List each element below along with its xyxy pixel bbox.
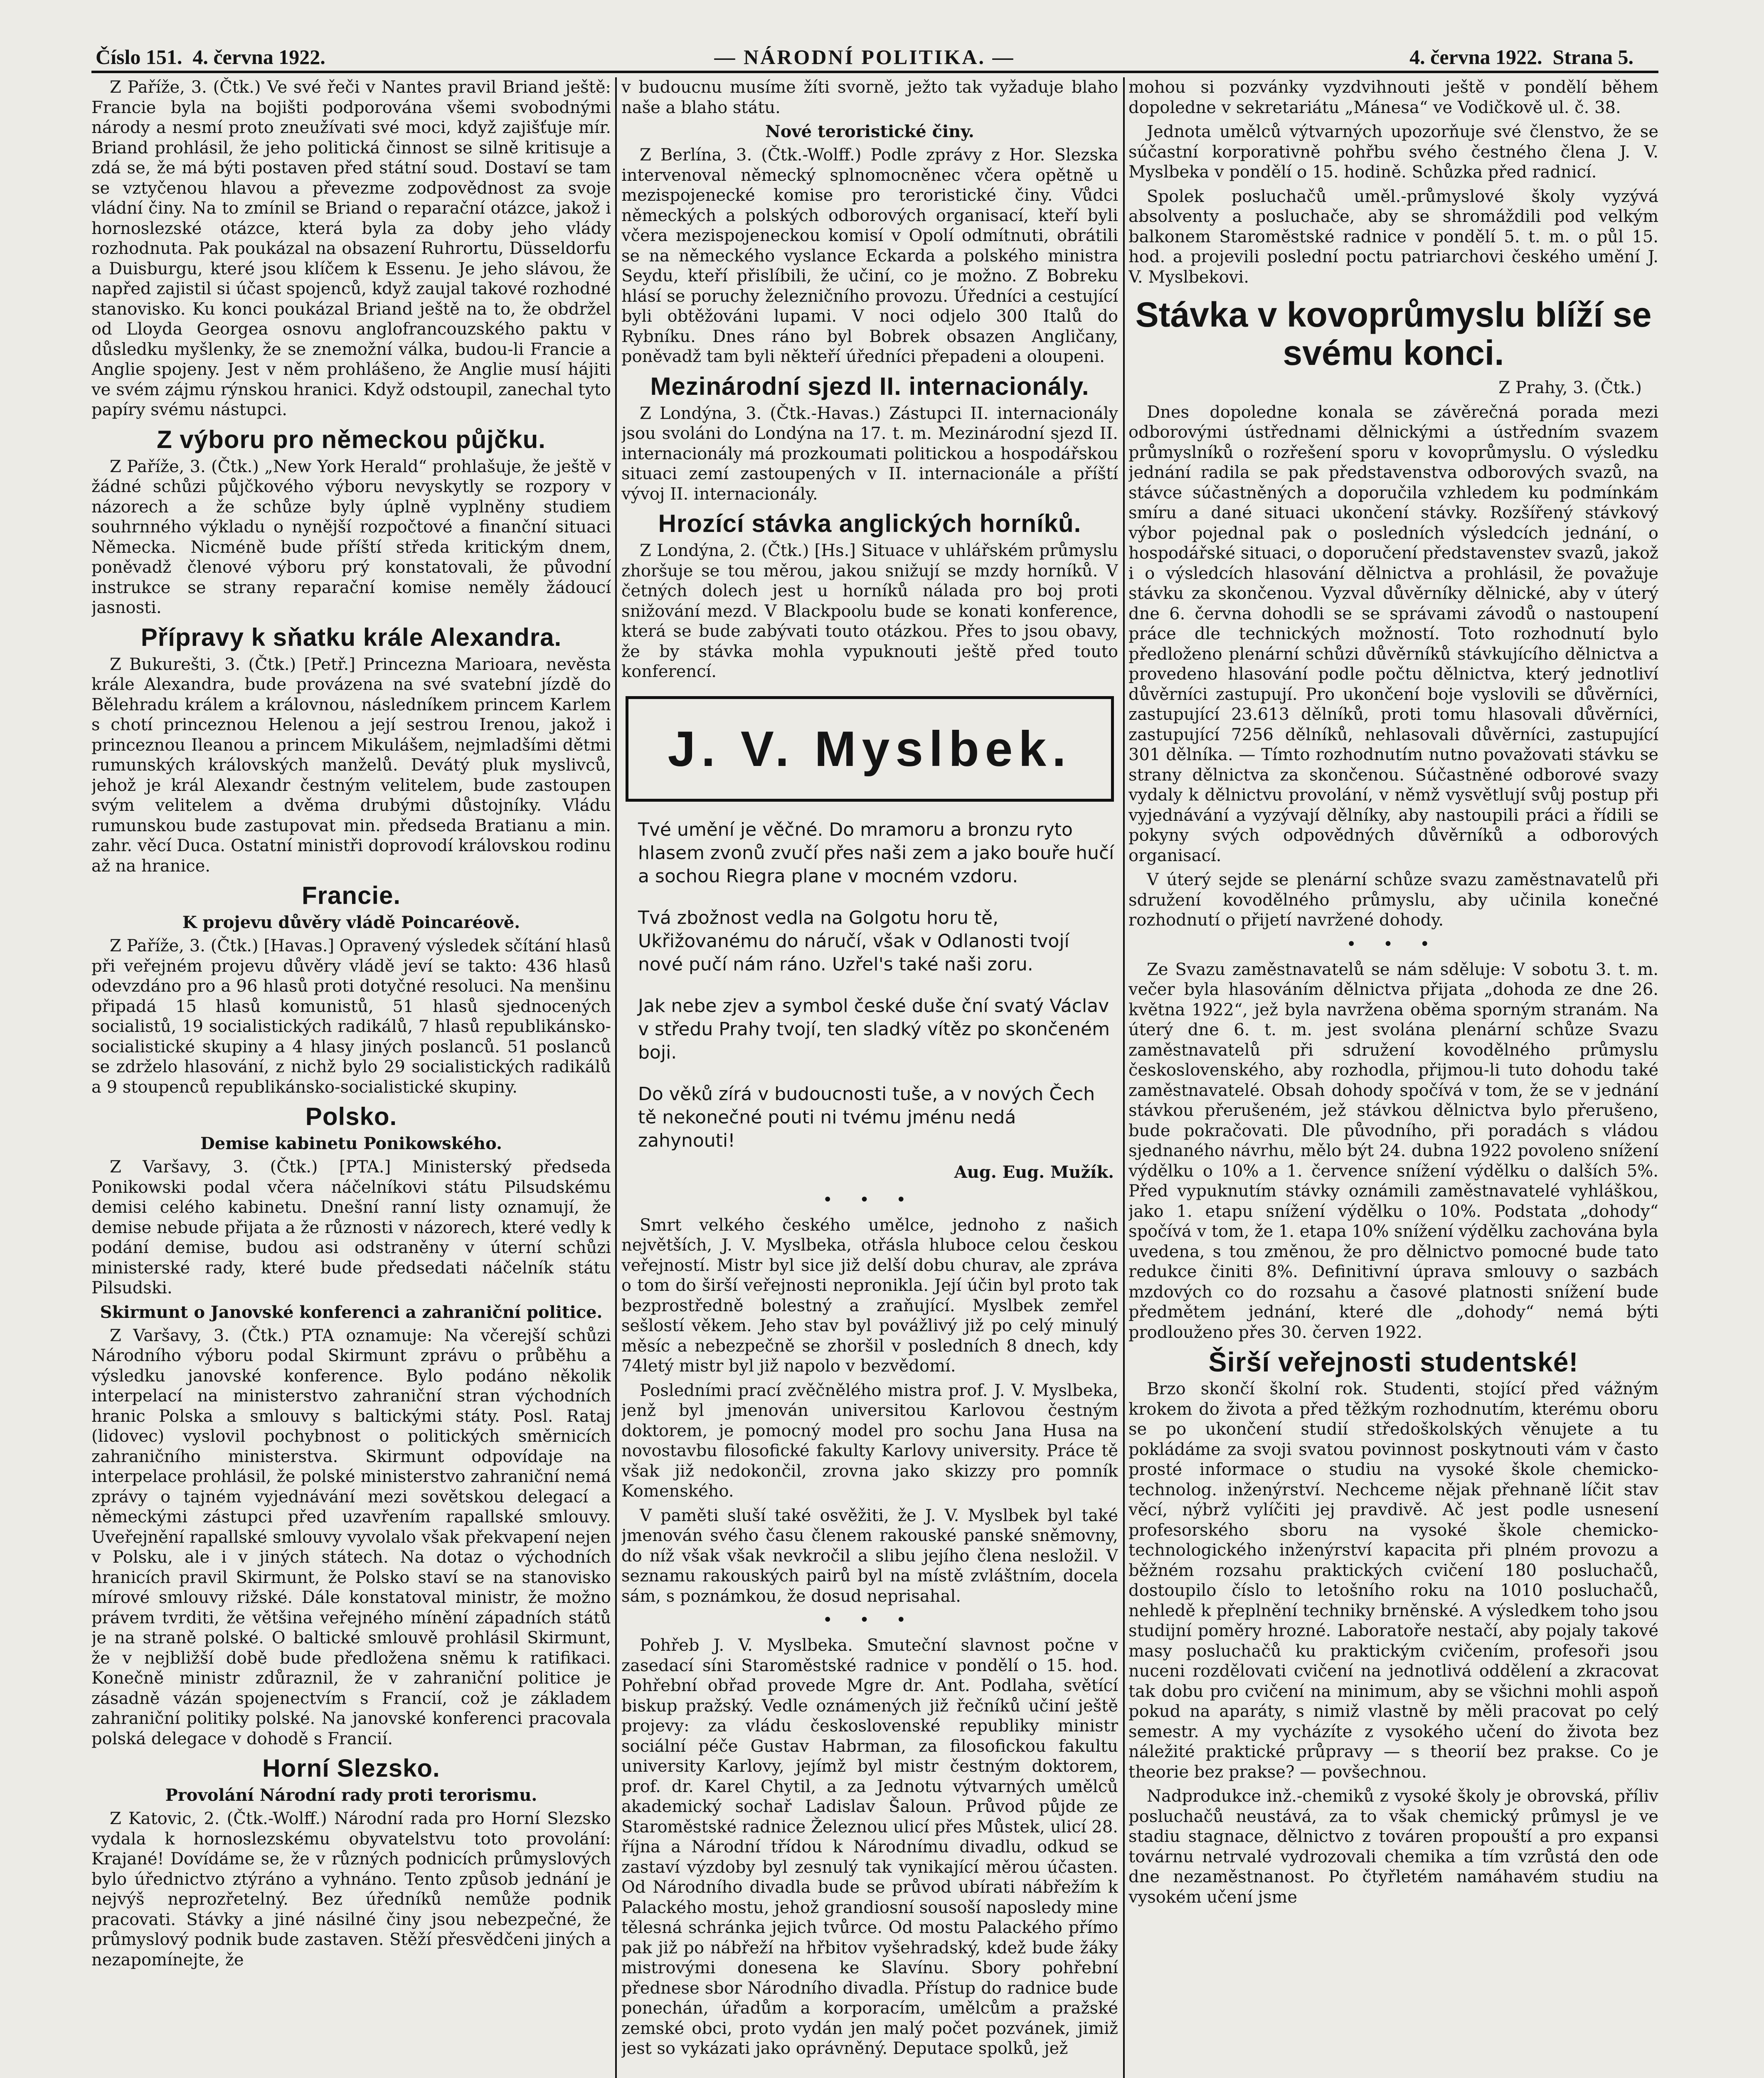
article-strike-text-3: Ze Svazu zaměstnavatelů se nám sděluje: V sobotu 3. t. m. večer byla hlasováním dělnictva přijata „dohoda ze dne 26. května 1922“, jež byla navržena oběma sporným stranám. Na úterý dne 6. t. m. jest svolána plenární schůze Svazu zaměstnavatelů při sdružení kovodělného průmyslu československého, aby rozhodla, přijmou-li tuto dohodu také zaměstnavatelé. Obsah dohody spočívá v tom, že se v jednání stávkou přerušeném, jež stávkou dělnictva bylo přerušeno, bude pokračovati. Dle původního, při poradách s vládou sjednaného návrhu, mělo být 24. dubna 1922 povoleno snížení výdělku o 10% a 1. července snížení výdělku o dalších 5%. Před vypuknutím stávky oznámili zaměstnavatelé vyhláškou, jako 1. etapu snížení výdělku o 10%. Podstata „dohody“ spočívá v tom, že 1. etapa 10% snížení výdělku zachována byla uvedena, s tou změnou, že pro dělnictvo pomocné bude tato redukce činiti 8%. Definitivní úprava smlouvy o sazbách mzdových co do rozsahu a časové platnosti snížení bude předmětem jednání, které dle „dohody“ nemá býti prodlouženo přes 30. červen 1922. — [1128, 960, 1658, 1342]
issue-date-left: 4. června 1922. — [192, 45, 325, 69]
article-students-text-2: Nadprodukce inž.-chemiků z vysoké školy je obrovská, příliv posluchačů neustává, za to však chemický průmysl je ve stadiu stagnace, dělnictvo z továren propouští a pro expansi továrnu netrvalé vydrozovali chemika a tím vzrůstá den ode dne nezaměstnanost. Po čtyřletém namáhavém studiu na vysokém učení jsme — [1128, 1787, 1658, 1907]
article-artists-union: Jednota umělců výtvarných upozorňuje své členstvo, že se súčastní korporativně pohřbu svého čestného člena J. V. Myslbeka v pondělí o 15. hodině. Schůzka před radnicí. — [1128, 122, 1658, 182]
headline-loan-committee: Z výboru pro německou půjčku. — [157, 425, 546, 453]
article-strike-text-1: Dnes dopoledne konala se závěrečná porada mezi odborovými ústřednami dělnickými a ústředním svazem průmyslníků o rozřešení sporu v kovoprůmyslu. O výsledku jednání radila se pak představenstva odborových svazů, na stávce súčastněných a doporučila vzhledem ku podmínkám smíru a dané situaci ukončení stávky. Rozšířený stávkový výbor pojednal pak o posledních výsledcích jednání, o hospodářské situaci, o doporučení představenstev svazů, jakož i o výsledcích hlasování dělnictva a prohlásil, že považuje stávku za skončenou. Vyzval důvěrníky dělnické, aby v úterý dne 6. června dohodli se se správami závodů o nastoupení práce dle technických možností. Toto rozhodnutí bylo předloženo plenární schůzi důvěrníků stávkujícího dělnictva a provedeno hlasování podle počtu dělnictva, který jednotliví důvěrníci zastupují. Pro ukončení boje vyslovili se důvěrníci, zastupující 23.613 dělníků, proti tomu hlasovali důvěrníci, zastupující 7256 dělníků, nehlasovali důvěrníci, zastupující 301 dělníka. — Tímto rozhodnutím nutno považovati stávku se strany dělnictva za skončenou. Súčastněné odborové svazy vydaly k dělnictvu provolání, v němž vysvětlují svůj postup při vyjednávání a vyzývají dělníky, aby nastoupili práci a řídili se pokyny svých odpovědných důvěrníků a odborových organisací. — [1128, 402, 1658, 865]
article-berlin-text: Z Berlína, 3. (Čtk.-Wolff.) Podle zprávy z Hor. Slezska intervenoval německý splnomocněnec včera opětně u mezispojenecké komise pro teroristické činy. Vůdci německých a polských odborových organisací, kteří byli včera mezispojeneckou komisí v Opolí odmítnuti, obrátili se na německého vyslance Eckarda a polského ministra Seydu, kteří přislíbili, že učiní, co je možno. Z Bobreku hlásí se poruchy železničního provozu. Úředníci a cestující byli obtěžováni lupami. V noci odjelo 300 Italů do Rybníku. Dnes ráno byl Bobrek obsazen Angličany, poněvadž tam byli někteří úředníci přepadeni a oloupeni. — [621, 145, 1118, 366]
headline-students: Širší veřejnosti studentské! — [1208, 1347, 1579, 1377]
poem-author: Aug. Eug. Mužík. — [954, 1162, 1114, 1182]
subhead-poland-cabinet: Demise kabinetu Ponikowského. — [200, 1134, 502, 1153]
myslbek-poem — [621, 818, 1118, 1152]
masthead-right — [1409, 45, 1633, 69]
article-france-text: Z Paříže, 3. (Čtk.) [Havas.] Opravený výsledek sčítání hlasů při veřejném projevu důvěry vládě jeví se takto: 436 hlasů odevzdáno pro a 96 hlasů proti dotyčné resoluci. Na menšinu připadá 15 hlasů komunistů, 51 hlasů sjednocených socialistů, 19 socialistických radikálů, 7 hlasů republikánsko-socialistické skupiny a 4 hlasy jiných poslanců. 51 poslanců se zdrželo hlasování, z nichž bylo 29 socialistických radikálů a 9 stoupenců republikánsko-socialistické skupiny. — [91, 936, 611, 1097]
article-loan-text: Z Paříže, 3. (Čtk.) „New York Herald“ prohlašuje, že ještě v žádné schůzi půjčkového výboru nevyskytly se rozpory v názorech a že schůze byly úplně vyplněny studiem souhrnného výkladu o nynější rozpočtové a finanční situaci Německa. Nicméně bude příští středa kritickým dnem, poněvadž členové výboru prý konstatovali, že původní instrukce se strany reparační komise neměly žádoucí jasnosti. — [91, 457, 611, 617]
header-rule — [91, 71, 1658, 73]
headline-upper-silesia: Horní Slezsko. — [262, 1754, 440, 1782]
newspaper-title: — NÁRODNÍ POLITIKA. — — [714, 45, 1015, 69]
poem-stanza-4: Do věků zírá v budoucnosti tuše, a v nových Čech tě nekonečné pouti ni tvému jménu nedá zahynouti! — [638, 1083, 1095, 1151]
headline-france: Francie. — [301, 881, 401, 909]
subhead-silesia: Provolání Národní rady proti terorismu. — [165, 1785, 537, 1805]
separator-dots-3: • • • — [1346, 934, 1441, 954]
column-1 — [91, 77, 611, 2078]
headline-international: Mezinárodní sjezd II. internacionály. — [650, 372, 1089, 400]
article-skirmunt-text: Z Varšavy, 3. (Čtk.) PTA oznamuje: Na včerejší schůzi Národního výboru podal Skirmunt zprávu o průběhu a výsledku janovské konference. Bylo podáno několik interpelací na ministerstvo zahraniční stran východních hranic Polska a smlouvy s baltickými státy. Posl. Rataj (lidovec) vyslovil pochybnost o politických směrnicích zahraničního ministerstva. Skirmunt odpovídaje na interpelace prohlásil, že polské ministerstvo zahraniční nemá zprávy o tajném vyjednávání mezi sovětskou delegací a německými zástupci před uzavřením rapallské smlouvy. Uveřejnění rapallské smlouvy vyvolalo však překvapení nejen v Polsku, ale i v jiných státech. Na dotaz o východních hranicích pravil Skirmunt, že Polsko staví se na stanovisko mírové smlouvy rižské. Dále konstatoval ministr, že možno právem tvrditi, že většina veřejného mínění západních států je na straně polské. O baltické smlouvě prohlásil Skirmunt, že v nejbližší době bude předložena sněmu k ratifikaci. Konečně ministr zdůraznil, že v zahraniční politice je zásadně vázán spojenectvím s Francií, což je základem zahraniční politiky polské. Na janovské konferenci pracovala polská delegace v dohodě s Francií. — [91, 1326, 611, 1748]
article-strike-text-2: V úterý sejde se plenární schůze svazu zaměstnavatelů při sdružení kovodělného průmyslu, aby učinila konečné rozhodnutí o přijetí navržené dohody. — [1128, 870, 1658, 930]
column-divider-1 — [615, 77, 617, 2078]
headline-royal-wedding: Přípravy k sňatku krále Alexandra. — [140, 623, 562, 651]
column-2 — [621, 77, 1118, 2078]
article-poland-text: Z Varšavy, 3. (Čtk.) [PTA.] Ministerský předseda Ponikowski podal včera náčelníkovi státu Pilsudskému demisi celého kabinetu. Dnešní ranní listy oznamují, že demise nebude přijata a že různosti v názorech, které vedly k podání demise, budou asi odstraněny v úterní schůzi ministerské rady, které bude předsedati náčelník státu Pilsudski. — [91, 1157, 611, 1298]
article-students-society: Spolek posluchačů uměl.-průmyslové školy vyzývá absolventy a posluchače, aby se shromáždili pod velkým balkonem Staroměstské radnice v pondělí 5. t. m. o půl 15. hod. a projevili poslední poctu patriarchovi českého umění J. V. Myslbekovi. — [1128, 187, 1658, 287]
article-myslbek-memory: V paměti sluší také osvěžiti, že J. V. Myslbek byl také jmenován svého času členem rakouské panské sněmovny, do níž však však nevkročil a slibu jejího člena nesložil. V seznamu rakouských pairů byl na místě zvláštním, docela sám, s poznámkou, že dosud neprisahal. — [621, 1506, 1118, 1606]
subhead-france: K projevu důvěry vládě Poincaréově. — [182, 913, 520, 932]
myslbek-title: J. V. Myslbek. — [668, 721, 1072, 777]
poem-stanza-1: Tvé umění je věčné. Do mramoru a bronzu ryto hlasem zvonů zvučí přes naši zem a jako bouře hučí a sochou Riegra plane v mocném vzdoru. — [638, 819, 1114, 887]
article-miners-text: Z Londýna, 2. (Čtk.) [Hs.] Situace v uhlářském průmyslu zhoršuje se tou měrou, jakou snižují se mzdy horníků. V četných dolech jest u horníků nálada pro boj proti snižování mezd. V Blackpoolu bude se konati konference, která se bude zabývati touto otázkou. Přes to jsou obavy, že by stávka mohla vypuknouti ještě před touto konferencí. — [621, 541, 1118, 681]
subhead-terror: Nové teroristické činy. — [765, 122, 974, 141]
myslbek-title-box — [626, 696, 1114, 802]
poem-stanza-3: Jak nebe zjev a symbol české duše ční svatý Václav v středu Prahy tvojí, ten sladký vítěz po skončeném boji. — [638, 995, 1110, 1063]
separator-dots-2: • • • — [823, 1610, 917, 1630]
column-3 — [1128, 77, 1658, 2078]
article-silesia-cont: v budoucnu musíme žíti svorně, ježto tak vyžaduje blaho naše a blaho státu. — [621, 78, 1118, 117]
article-briand-text: Z Paříže, 3. (Čtk.) Ve své řeči v Nantes pravil Briand ještě: Francie byla na bojišti podporována všemi svobodnými národy a nesmí proto zneužívati své moci, když zajišťuje mír. Briand prohlásil, že jeho politická činnost se silně kritisuje a zdá se, že má býti postaven před státní soud. Dostaví se tam se vztyčenou hlavou a převezme zodpovědnost za svoje vládní činy. Na to zmínil se Briand o reparační otázce, jakož i hornoslezské otázce, která byla za doby jeho vlády rozhodnuta. Pak poukázal na obsazení Ruhrortu, Düsseldorfu a Duisburgu, které jsou klíčem k Essenu. Je jeho slávou, že napřed zajistil si účast spojenců, když zaujal takové rozhodné stanovisko. Ku konci poukázal Briand ještě na to, že obdržel od Lloyda Georgea osnovu anglofrancouzského paktu v důsledku myšlenky, že se znemožní válka, budou-li Francie a Anglie spojeny. Jest v něm prohlášeno, že Anglie musí hájiti ve svém zájmu rýnskou hranici. Když odstoupil, zanechal tyto papíry svému nástupci. — [91, 78, 611, 419]
issue-number: Číslo 151. — [96, 45, 182, 69]
subhead-skirmunt: Skirmunt o Janovské konferenci a zahraniční politice. — [100, 1302, 603, 1322]
article-students-text-1: Brzo skončí školní rok. Studenti, stojící před vážným krokem do života a před těžkým rozhodnutím, kterému oboru se po ukončení studií středoškolských věnujete a tu pokládáme za svoji svatou povinnost poskytnouti vám v často prosté informace o studiu na vysoké škole chemicko-technolog. inženýrství. Nechceme nějak přehnaně líčit stav věcí, nýbrž vylíčiti jej pravdivě. Ač jest podle usnesení profesorského sboru na vysoké škole chemicko-technologického inženýrství kapacita při plném provozu a běžném rozsahu praktických cvičení 180 posluchačů, dostoupilo číslo to letošního roku na 1010 posluchačů, nehledě k přeplnění techniky brněnské. A výsledkem toho jsou studijní poměry hrozné. Laboratoře nestačí, aby pojaly takové masy posluchačů ku praktickým cvičením, profesoři jsou nuceni rozdělovati cvičení na jednotlivá oddělení a zkracovat tak dobu pro cvičení na minimum, aby se všichni mohli aspoň pokud na aparáty, s nimiž vlastně by měli pracovat po celý semestr. A my vycházíte z vysokého učení do života bez náležité praktické průpravy — s theorií bez prakse. Co je theorie bez prakse? — povšechnou. — [1128, 1379, 1658, 1782]
headline-poland: Polsko. — [305, 1103, 397, 1130]
article-wedding-text: Z Bukurešti, 3. (Čtk.) [Petř.] Princezna Marioara, nevěsta krále Alexandra, bude provázena na své svatební jízdě do Bělehradu králem a královnou, následníkem princem Karlem s chotí princeznou Helenou a její sestrou Irenou, jakož i princeznou Ileanou a princem Mikulášem, nejmladšími dětmi rumunských královských manželů. Devátý pluk myslivců, jehož je král Alexandr čestným velitelem, bude zastoupen svým velitelem a dvěma drubými důstojníky. Vládu rumunskou bude zastupovat min. předseda Bratianu a min. zahr. věcí Duca. Ostatní ministři doprovodí královskou rodinu až na hranice. — [91, 655, 611, 876]
column-divider-2 — [1123, 77, 1125, 2078]
page-number: Strana 5. — [1552, 45, 1633, 69]
masthead — [96, 45, 1633, 70]
strike-dateline: Z Prahy, 3. (Čtk.) — [1498, 378, 1642, 397]
article-myslbek-death: Smrt velkého českého umělce, jednoho z našich největších, J. V. Myslbeka, otřásla hluboce celou českou veřejností. Mistr byl sice již delší dobu churav, ale zpráva o tom do širší veřejnosti nepronikla. Její účin byl proto tak bezprostředně bolestný a zraňující. Myslbek zemřel sešlostí věkem. Jeho stav byl povážlivý již po celý minulý měsíc a nebezpečně se zhoršil v posledních 8 dnech, kdy 74letý mistr byl již napolo v bezvědomí. — [621, 1215, 1118, 1376]
headline-metal-strike: Stávka v kovoprůmyslu blíží se svému konci. — [1135, 295, 1652, 372]
separator-dots: • • • — [823, 1190, 917, 1209]
article-international-text: Z Londýna, 3. (Čtk.-Havas.) Zástupci II. internacionály jsou svoláni do Londýna na 17. t. m. Mezinárodní sjezd II. internacionály má prozkoumati politickou a hospodářskou situaci zemí zastoupených v II. internacionále a příští vývoj II. internacionály. — [621, 404, 1118, 504]
article-silesia-text: Z Katovic, 2. (Čtk.-Wolff.) Národní rada pro Horní Slezsko vydala k hornoslezskému obyvatelstvu toto provolání: Krajané! Dovídáme se, že v různých podnicích průmyslových bylo úřednictvo ztýráno a vyhnáno. Tento způsob jednání je nejvýš neprozřetelný. Bez úředníků nemůže podnik pracovati. Stávky a jiné násilné činy jsou nebezpečné, že průmyslový podnik bude zastaven. Stěží přesvědčeni jiných a nezapomínejte, že — [91, 1809, 611, 1970]
article-myslbek-funeral: Pohřeb J. V. Myslbeka. Smuteční slavnost počne v zasedací síni Staroměstské radnice v pondělí o 15. hod. Pohřební obřad provede Mgre dr. Ant. Podlaha, světící biskup pražský. Vedle oznámených již řečníků učiní ještě projevy: za vládu československé republiky ministr sociální péče Gustav Habrman, za filosofickou fakultu university Karlovy, jejímž byl mistr čestným doktorem, prof. dr. Karel Chytil, a za Jednotu výtvarných umělců akademický sochař Ladislav Šaloun. Průvod půjde ze Staroměstské radnice Železnou ulicí přes Můstek, ulicí 28. října a Národní třídou k Národnímu divadlu, odkud se zastaví výzdoby byl zesnulý tak vynikající měrou účasten. Od Národního divadla bude se průvod ubírati nábřežím k Palackého mostu, jehož grandiosní sousoší naposledy mine tělesná schránka jejich tvůrce. Od mostu Palackého přímo pak již po nábřeží na hřbitov vyšehradský, kdež bude žáky mistrovými donesena ke Slavínu. Sbory pohřební přednese sbor Národního divadla. Přístup do radnice bude ponechán, úřadům a korporacím, umělcům a pražské zemské obci, proto vydán jen malý počet pozvánek, jimiž jest so vykázati jako oprávněný. Deputace spolků, jež — [621, 1636, 1118, 2058]
headline-miners-strike: Hrozící stávka anglických horníků. — [658, 510, 1082, 537]
article-funeral-cont: mohou si pozvánky vyzdvihnouti ještě v pondělí během dopoledne v sekretariátu „Mánesa“ ve Vodičkově ul. č. 38. — [1128, 78, 1658, 117]
article-myslbek-last-work: Posledními prací zvěčnělého mistra prof. J. V. Myslbeka, jenž byl jmenován universitou Karlovou čestným doktorem, je pomocný model pro sochu Jana Husa na novostavbu filosofické fakulty Karlovy university. Práce tě však již nedokončil, zrovna jako skizzy pro pomník Komenského. — [621, 1381, 1118, 1501]
issue-date-right: 4. června 1922. — [1409, 45, 1542, 69]
poem-stanza-2: Tvá zbožnost vedla na Golgotu horu tě, Ukřižovanému do náručí, však v Odlanosti tvojí nové pučí nám ráno. Uzřel's také naši zoru. — [638, 907, 1069, 975]
